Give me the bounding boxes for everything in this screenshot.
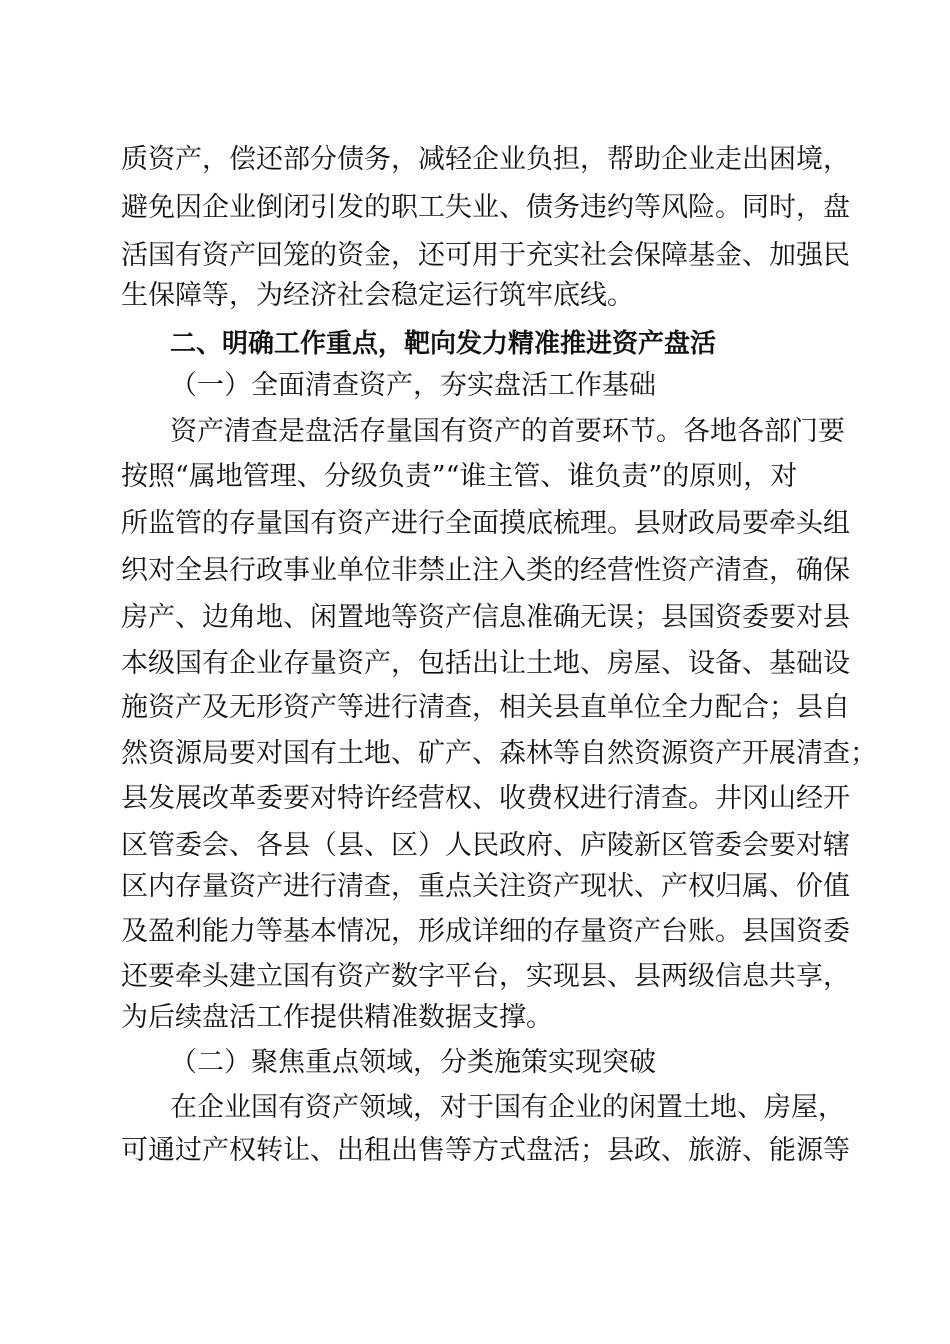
subsection-heading: （二）聚焦重点领域，分类施策实现突破 (170, 1047, 656, 1078)
paragraph-line: 区管委会、各县（县、区）人民政府、庐陵新区管委会要对辖 (121, 830, 850, 861)
paragraph-line: 本级国有企业存量资产，包括出让土地、房屋、设备、基础设 (121, 648, 850, 679)
paragraph-line: 生保障等，为经济社会稳定运行筑牢底线。 (121, 280, 634, 311)
paragraph-line: 施资产及无形资产等进行清查，相关县直单位全力配合；县自 (121, 692, 850, 723)
paragraph-line: 为后续盘活工作提供精准数据支撑。 (121, 1002, 553, 1033)
paragraph-line: 及盈利能力等基本情况，形成详细的存量资产台账。县国资委 (121, 916, 850, 947)
paragraph-line: 可通过产权转让、出租出售等方式盘活；县政、旅游、能源等 (121, 1135, 850, 1166)
paragraph-line: 质资产，偿还部分债务，减轻企业负担，帮助企业走出困境， (121, 144, 850, 175)
subsection-heading: （一）全面清查资产，夯实盘活工作基础 (170, 370, 656, 401)
paragraph-line: 还要牵头建立国有资产数字平台，实现县、县两级信息共享， (121, 961, 850, 992)
paragraph-line: 然资源局要对国有土地、矿产、森林等自然资源资产开展清查； (121, 738, 877, 769)
paragraph-line: 织对全县行政事业单位非禁止注入类的经营性资产清查，确保 (121, 555, 850, 586)
paragraph-line: 资产清查是盘活存量国有资产的首要环节。各地各部门要 (170, 416, 845, 447)
paragraph-line: 按照“属地管理、分级负责”“谁主管、谁负责”的原则，对 (121, 461, 798, 492)
paragraph-line: 县发展改革委要对特许经营权、收费权进行清查。井冈山经开 (121, 783, 850, 814)
paragraph-line: 所监管的存量国有资产进行全面摸底梳理。县财政局要牵头组 (121, 508, 850, 539)
paragraph-line: 活国有资产回笼的资金，还可用于充实社会保障基金、加强民 (121, 240, 850, 271)
paragraph-line: 区内存量资产进行清查，重点关注资产现状、产权归属、价值 (121, 871, 850, 902)
paragraph-line: 避免因企业倒闭引发的职工失业、债务违约等风险。同时，盘 (121, 192, 850, 223)
section-heading: 二、明确工作重点，靶向发力精准推进资产盘活 (170, 329, 717, 359)
paragraph-line: 在企业国有资产领域，对于国有企业的闲置土地、房屋， (170, 1092, 845, 1123)
paragraph-line: 房产、边角地、闲置地等资产信息准确无误；县国资委要对县 (121, 602, 850, 633)
